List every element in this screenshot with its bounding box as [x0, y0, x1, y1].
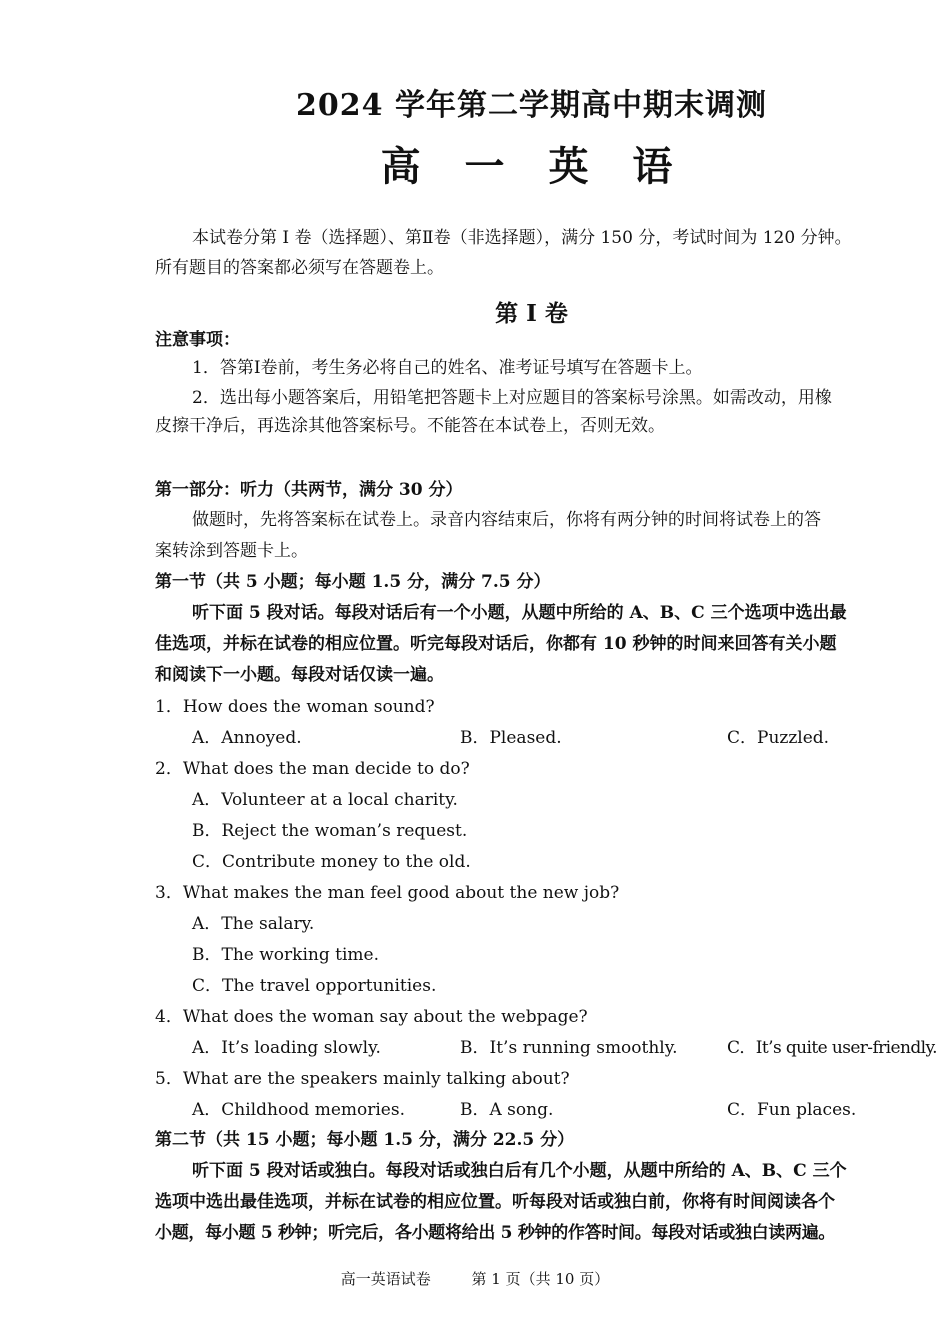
section1-instruction-line-3: 和阅读下一小题。每段对话仅读一遍。	[155, 665, 444, 685]
question-4-option-c: C．It’s quite user-friendly.	[727, 1038, 937, 1058]
question-3-option-a: A．The salary.	[192, 914, 315, 934]
notice-item-2-line-2: 皮擦干净后，再选涂其他答案标号。不能答在本试卷上，否则无效。	[155, 416, 665, 436]
notice-item-2-line-1: 2．选出每小题答案后，用铅笔把答题卡上对应题目的答案标号涂黑。如需改动，用橡	[192, 388, 832, 408]
exam-title: 2024 学年第二学期高中期末调测	[296, 88, 767, 123]
section2-instruction-line-1: 听下面 5 段对话或独白。每段对话或独白后有几个小题，从题中所给的 A、B、C 三个	[192, 1161, 847, 1181]
question-3-option-c: C．The travel opportunities.	[192, 976, 437, 996]
notice-item-1: 1．答第Ⅰ卷前，考生务必将自己的姓名、准考证号填写在答题卡上。	[192, 358, 703, 378]
question-4-option-a: A．It’s loading slowly.	[192, 1038, 381, 1058]
intro-line-2: 所有题目的答案都必须写在答题卷上。	[155, 258, 444, 278]
question-3-stem: 3．What makes the man feel good about the new job?	[155, 883, 620, 903]
question-4-option-b: B．It’s running smoothly.	[460, 1038, 678, 1058]
question-1-option-c: C．Puzzled.	[727, 728, 830, 748]
part1-desc-line-2: 案转涂到答题卡上。	[155, 541, 308, 561]
notice-heading: 注意事项：	[155, 330, 240, 350]
section2-heading: 第二节（共 15 小题；每小题 1.5 分，满分 22.5 分）	[155, 1130, 575, 1150]
intro-line-1: 本试卷分第 I 卷（选择题）、第Ⅱ卷（非选择题），满分 150 分，考试时间为 120 分钟。	[192, 228, 852, 248]
question-2-option-b: B．Reject the woman’s request.	[192, 821, 468, 841]
question-5-option-a: A．Childhood memories.	[192, 1100, 405, 1120]
question-2-option-c: C．Contribute money to the old.	[192, 852, 471, 872]
section1-instruction-line-2: 佳选项，并标在试卷的相应位置。听完每段对话后，你都有 10 秒钟的时间来回答有关小题	[155, 634, 837, 654]
question-5-option-b: B．A song.	[460, 1100, 554, 1120]
section2-instruction-line-2: 选项中选出最佳选项，并标在试卷的相应位置。听每段对话或独白前，你将有时间阅读各个	[155, 1192, 835, 1212]
page-footer	[0, 1268, 950, 1289]
question-2-option-a: A．Volunteer at a local charity.	[192, 790, 458, 810]
part1-desc-line-1: 做题时，先将答案标在试卷上。录音内容结束后，你将有两分钟的时间将试卷上的答	[192, 510, 821, 530]
question-5-option-c: C．Fun places.	[727, 1100, 857, 1120]
volume-title: 第 I 卷	[495, 300, 568, 327]
section2-instruction-line-3: 小题，每小题 5 秒钟；听完后，各小题将给出 5 秒钟的作答时间。每段对话或独白读两遍。	[155, 1223, 836, 1243]
question-1-option-b: B．Pleased.	[460, 728, 562, 748]
question-1-option-a: A．Annoyed.	[192, 728, 302, 748]
question-5-stem: 5．What are the speakers mainly talking about?	[155, 1069, 570, 1089]
footer-doc-name: 高一英语试卷	[340, 1270, 431, 1288]
footer-page-number: 第 1 页（共 10 页）	[471, 1270, 610, 1288]
question-2-stem: 2．What does the man decide to do?	[155, 759, 470, 779]
question-4-stem: 4．What does the woman say about the webpage?	[155, 1007, 588, 1027]
section1-instruction-line-1: 听下面 5 段对话。每段对话后有一个小题，从题中所给的 A、B、C 三个选项中选出最	[192, 603, 847, 623]
section1-heading: 第一节（共 5 小题；每小题 1.5 分，满分 7.5 分）	[155, 572, 551, 592]
question-3-option-b: B．The working time.	[192, 945, 379, 965]
part1-heading: 第一部分：听力（共两节，满分 30 分）	[155, 480, 463, 500]
question-1-stem: 1．How does the woman sound?	[155, 697, 435, 717]
subject-title: 高 一 英 语	[380, 143, 683, 190]
